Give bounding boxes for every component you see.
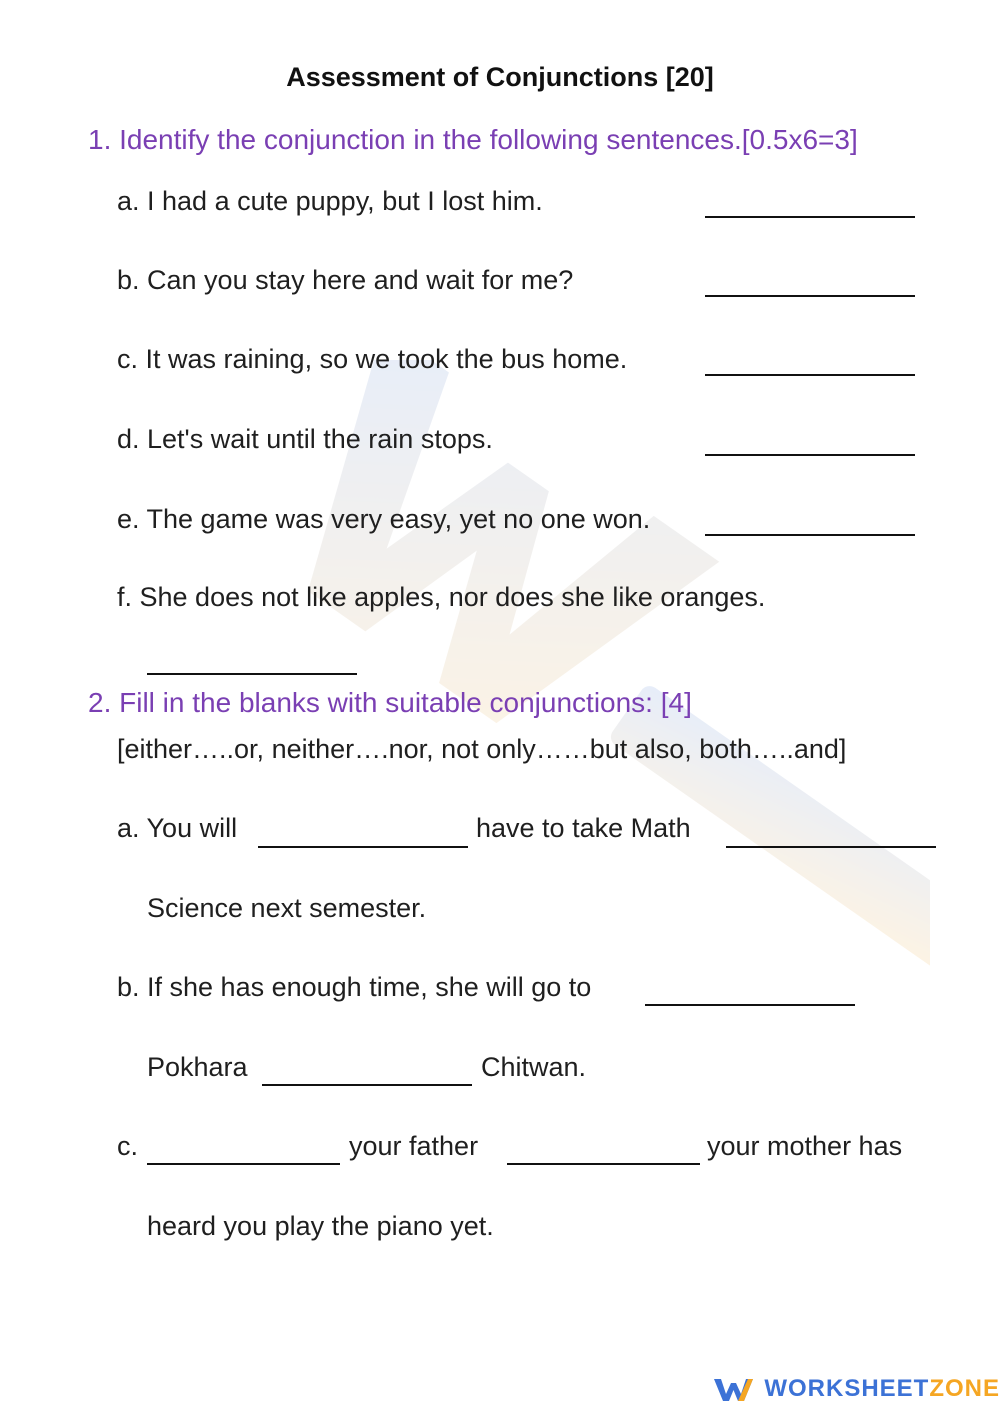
q1-item-a: a. I had a cute puppy, but I lost him. bbox=[117, 186, 543, 216]
q2c-blank-2[interactable] bbox=[507, 1137, 700, 1165]
q1-item-d: d. Let's wait until the rain stops. bbox=[117, 424, 493, 454]
q2b-text-2: Pokhara bbox=[147, 1052, 248, 1082]
page-title: Assessment of Conjunctions [20] bbox=[286, 62, 714, 92]
q2a-blank-1[interactable] bbox=[258, 820, 468, 848]
q2b-text-1: b. If she has enough time, she will go to bbox=[117, 972, 592, 1002]
q1-item-b: b. Can you stay here and wait for me? bbox=[117, 265, 574, 295]
q2c-blank-1[interactable] bbox=[147, 1137, 340, 1165]
question-2-heading: 2. Fill in the blanks with suitable conjunctions: [4] bbox=[88, 687, 692, 718]
footer-brand-zone: ZONE bbox=[929, 1375, 1000, 1402]
footer-brand-worksheet: WORKSHEET bbox=[764, 1375, 930, 1402]
q2-options: [either…..or, neither….nor, not only……but also, both…..and] bbox=[117, 734, 847, 764]
q1-answer-blank-e[interactable] bbox=[705, 508, 915, 536]
worksheetzone-logo[interactable] bbox=[712, 1372, 1000, 1406]
q2b-blank-1[interactable] bbox=[645, 978, 855, 1006]
q2b-blank-2[interactable] bbox=[262, 1058, 472, 1086]
q2c-text-3: your mother has bbox=[707, 1131, 903, 1161]
q1-answer-blank-c[interactable] bbox=[705, 348, 915, 376]
question-1-heading: 1. Identify the conjunction in the following sentences.[0.5x6=3] bbox=[88, 124, 858, 155]
q2c-text-4: heard you play the piano yet. bbox=[147, 1211, 494, 1241]
q1-answer-blank-b[interactable] bbox=[705, 269, 915, 297]
q2c-text-1: c. bbox=[117, 1131, 139, 1161]
q2a-blank-2[interactable] bbox=[726, 820, 936, 848]
q1-item-f: f. She does not like apples, nor does she like oranges. bbox=[117, 582, 766, 612]
q1-item-c: c. It was raining, so we took the bus home. bbox=[117, 344, 628, 374]
q1-answer-blank-d[interactable] bbox=[705, 428, 915, 456]
q2a-text-2: have to take Math bbox=[476, 813, 691, 843]
q2c-text-2: your father bbox=[349, 1131, 479, 1161]
q1-answer-blank-a[interactable] bbox=[705, 190, 915, 218]
q1-item-e: e. The game was very easy, yet no one won. bbox=[117, 504, 651, 534]
q1-answer-blank-f[interactable] bbox=[147, 647, 357, 675]
q2a-text-1: a. You will bbox=[117, 813, 238, 843]
q2a-text-3: Science next semester. bbox=[147, 893, 427, 923]
q2b-text-3: Chitwan. bbox=[481, 1052, 587, 1082]
worksheetzone-w-icon bbox=[712, 1375, 756, 1403]
